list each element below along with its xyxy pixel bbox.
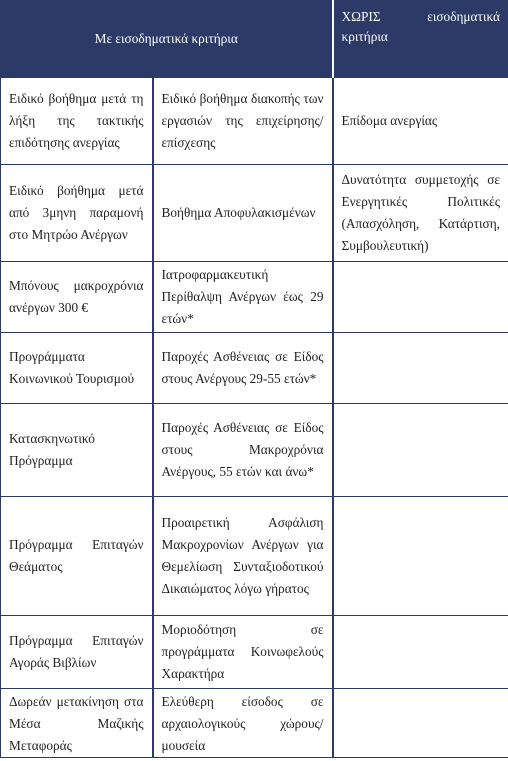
cell-with-criteria-2: Ειδικό βοήθημα διακοπής των εργασιών της επιχείρησης/επίσχεσης: [153, 78, 333, 165]
cell-without-criteria: [333, 497, 508, 616]
table-row: [1, 78, 508, 165]
cell-with-criteria-1: Πρόγραμμα Επιταγών Αγοράς Βιβλίων: [1, 616, 153, 689]
table-row: [1, 333, 508, 404]
header-without-income-criteria: ΧΩΡΙΣ εισοδηματικά κριτήρια: [333, 1, 508, 78]
header-with-income-criteria: Με εισοδηματικά κριτήρια: [1, 1, 333, 78]
cell-with-criteria-1: Ειδικό βοήθημα μετά τη λήξη της τακτικής επιδότησης ανεργίας: [1, 78, 153, 165]
cell-with-criteria-2: Παροχές Ασθένειας σε Είδος στους Ανέργους 29-55 ετών*: [153, 333, 333, 404]
cell-with-criteria-2: Προαιρετική Ασφάλιση Μακροχρονίων Ανέργων για Θεμελίωση Συνταξιοδοτικού Δικαιώματος λόγω γήρατος: [153, 497, 333, 616]
cell-with-criteria-1: Προγράμματα Κοινωνικού Τουρισμού: [1, 333, 153, 404]
table-header: [1, 1, 508, 78]
cell-with-criteria-1: Ειδικό βοήθημα μετά από 3μηνη παραμονή στο Μητρώο Ανέργων: [1, 165, 153, 262]
cell-with-criteria-1: Κατασκηνωτικό Πρόγραμμα: [1, 404, 153, 497]
table-row: [1, 689, 508, 758]
cell-with-criteria-1: Πρόγραμμα Επιταγών Θεάματος: [1, 497, 153, 616]
cell-with-criteria-2: Ιατροφαρμακευτική Περίθαλψη Ανέργων έως 29 ετών*: [153, 262, 333, 333]
table-row: [1, 497, 508, 616]
cell-with-criteria-2: Βοήθημα Αποφυλακισμένων: [153, 165, 333, 262]
table-row: [1, 262, 508, 333]
cell-without-criteria: [333, 404, 508, 497]
cell-without-criteria: [333, 333, 508, 404]
cell-with-criteria-1: Δωρεάν μετακίνηση στα Μέσα Μαζικής Μεταφοράς: [1, 689, 153, 758]
cell-without-criteria: Επίδομα ανεργίας: [333, 78, 508, 165]
cell-with-criteria-1: Μπόνους μακροχρόνια ανέργων 300 €: [1, 262, 153, 333]
cell-without-criteria: [333, 689, 508, 758]
table-row: [1, 404, 508, 497]
cell-without-criteria: [333, 262, 508, 333]
cell-with-criteria-2: Μοριοδότηση σε προγράμματα Κοινωφελούς Χαρακτήρα: [153, 616, 333, 689]
cell-without-criteria: [333, 616, 508, 689]
table-row: [1, 165, 508, 262]
cell-with-criteria-2: Ελεύθερη είσοδος σε αρχαιολογικούς χώρους/ μουσεία: [153, 689, 333, 758]
cell-without-criteria: Δυνατότητα συμμετοχής σε Ενεργητικές Πολιτικές (Απασχόληση, Κατάρτιση, Συμβουλευτική): [333, 165, 508, 262]
cell-with-criteria-2: Παροχές Ασθένειας σε Είδος στους Μακροχρόνια Ανέργους, 55 ετών και άνω*: [153, 404, 333, 497]
table-row: [1, 616, 508, 689]
table-body: [1, 78, 508, 758]
